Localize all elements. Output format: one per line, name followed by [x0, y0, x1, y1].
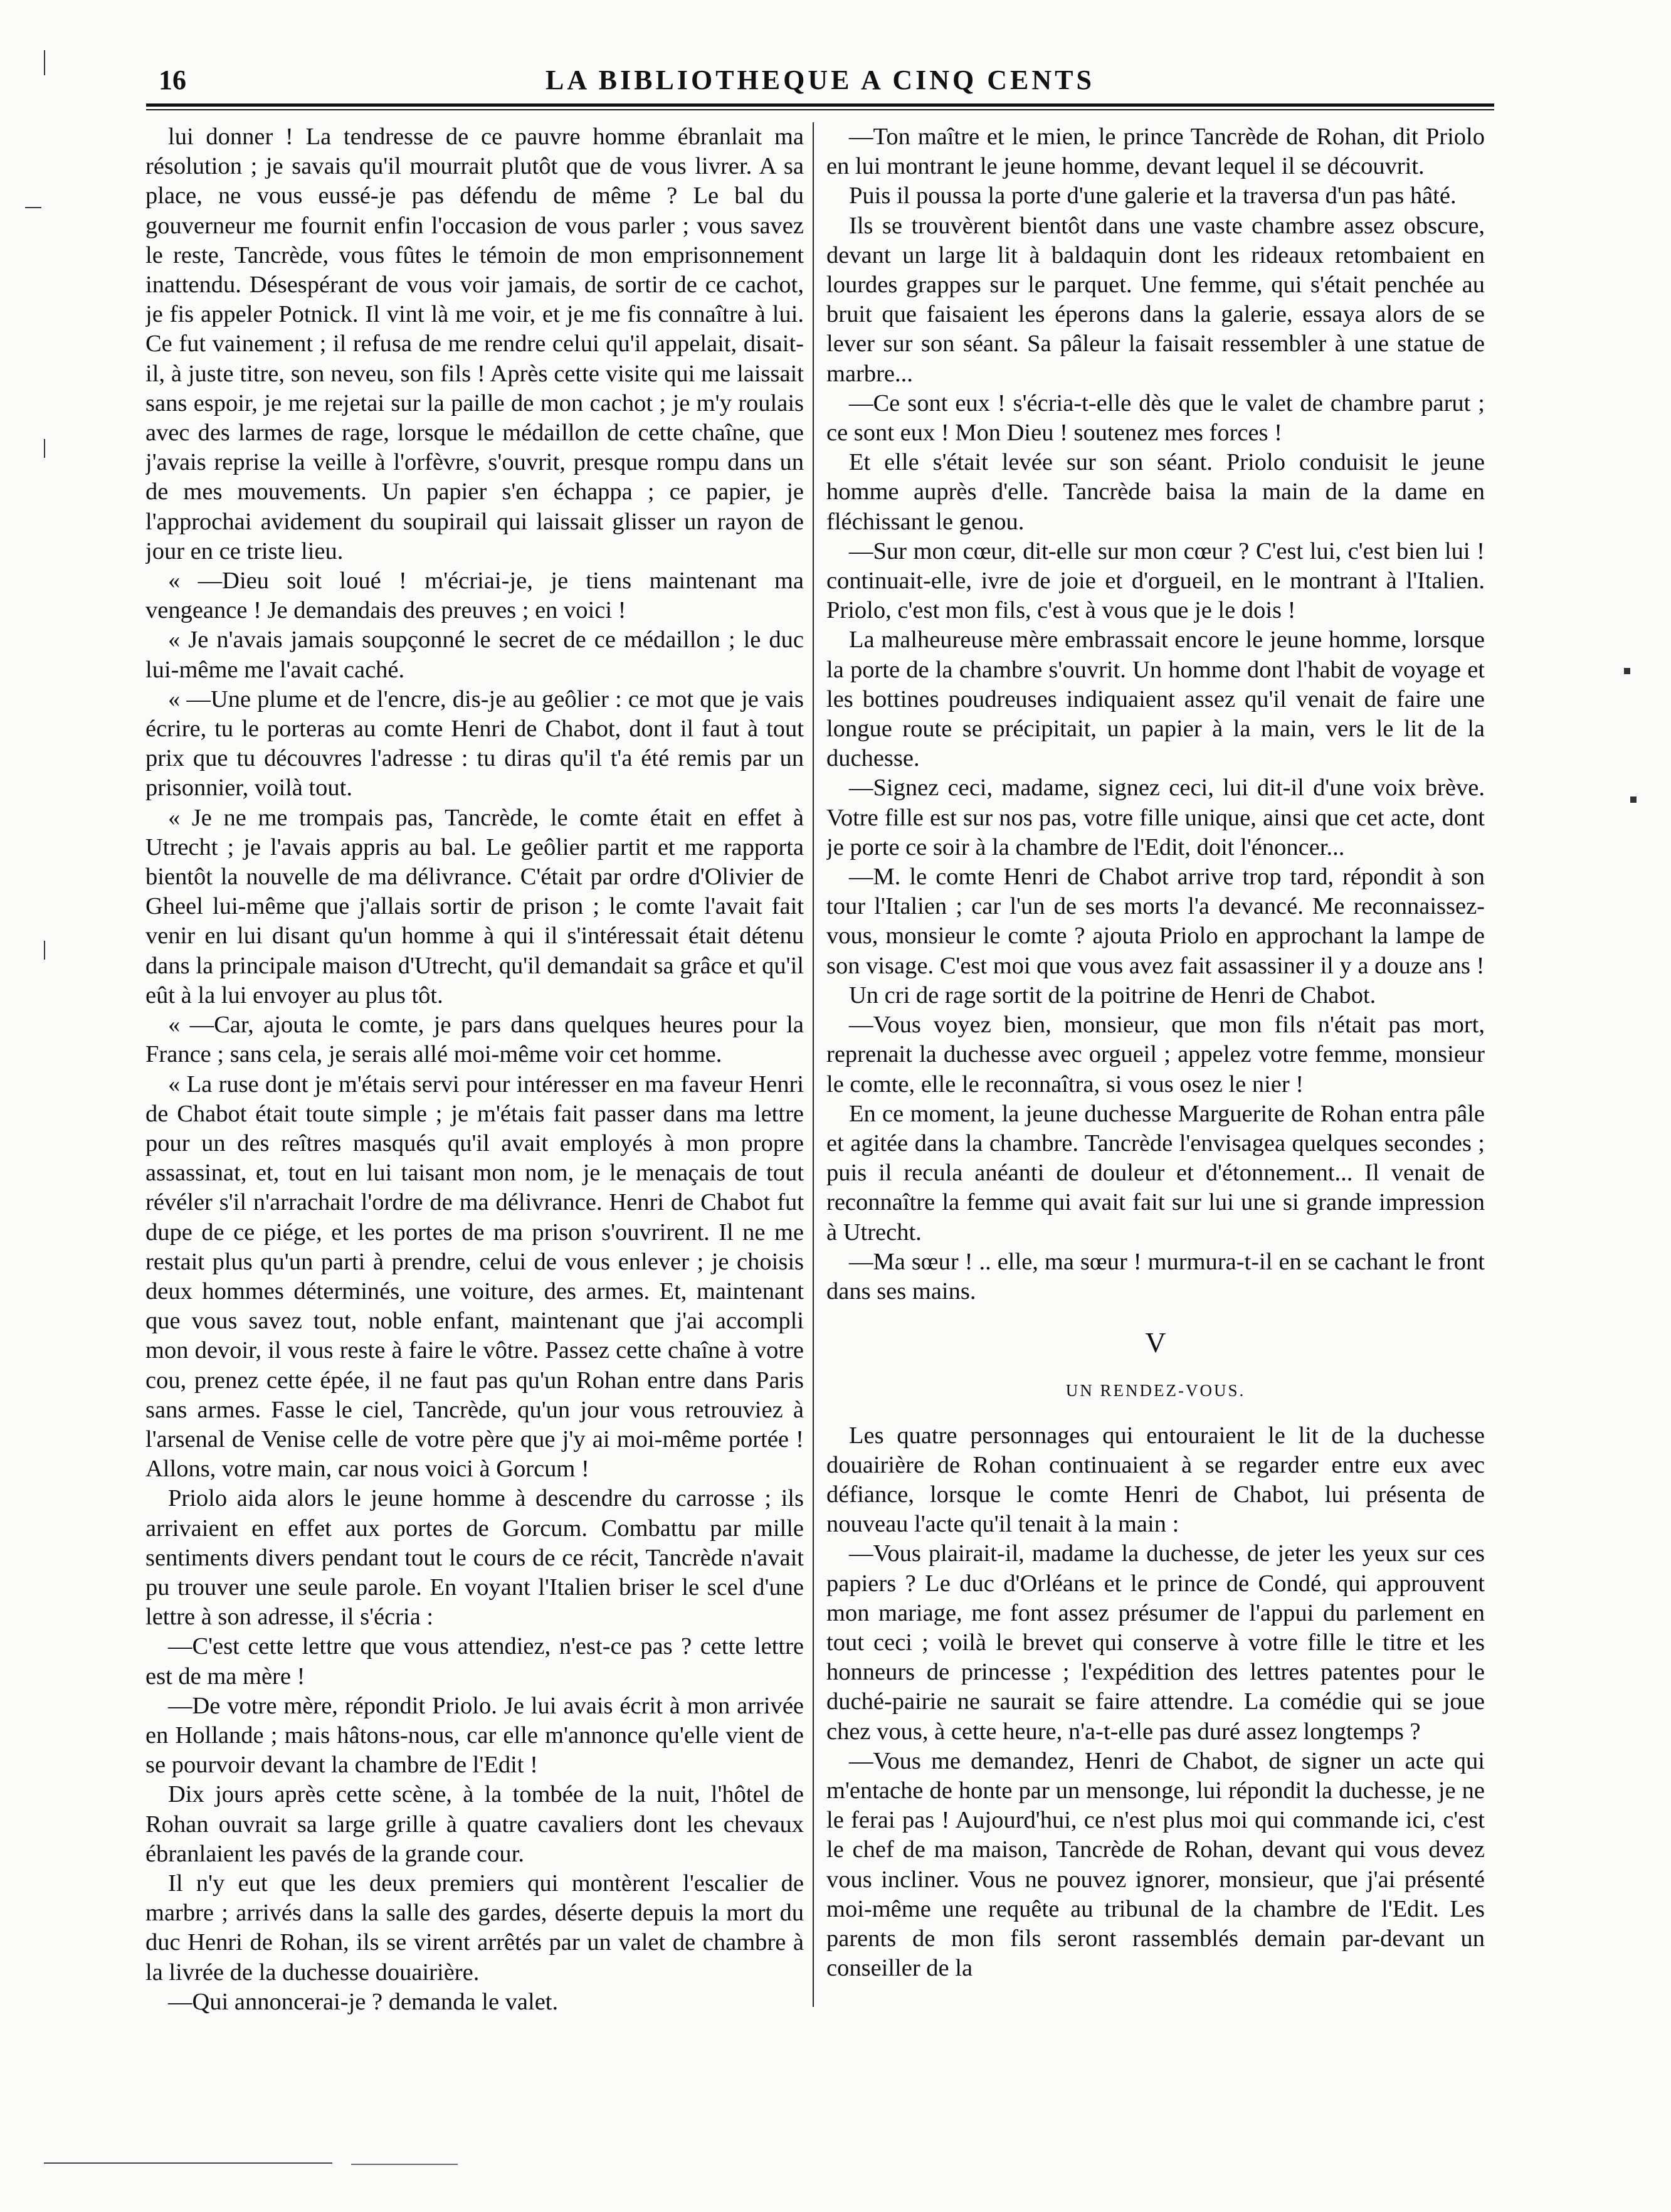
paragraph: —Ma sœur ! .. elle, ma sœur ! murmura-t-il en se cachant le front dans ses mains. [826, 1248, 1485, 1304]
paragraph: « Je n'avais jamais soupçonné le secret de ce médaillon ; le duc lui-même me l'avait caché. [145, 627, 804, 683]
paragraph: —Vous voyez bien, monsieur, que mon fils n'était pas mort, reprenait la duchesse avec orgueil ; appelez votre femme, monsieur le comte, elle le reconnaîtra, si vous osez le nier ! [826, 1012, 1485, 1098]
footer-rule-short [351, 2164, 458, 2165]
margin-mark [44, 439, 45, 458]
footer-rule [44, 2162, 332, 2164]
paragraph: —Signez ceci, madame, signez ceci, lui dit-il d'une voix brève. Votre fille est sur nos pas, votre fille unique, ainsi que cet acte, dont je porte ce soir à la chambre de l'Edit, doit l'énoncer... [826, 775, 1485, 860]
paragraph: —Vous me demandez, Henri de Chabot, de signer un acte qui m'entache de honte par un mensonge, lui répondit la duchesse, je ne le ferai pas ! Aujourd'hui, ce n'est plus moi qui commande ici, c'est le chef de ma maison, Tancrède de Rohan, devant qui vous devez vous incliner. Vous ne pouvez ignorer, monsieur, que j'ai présenté moi-même une requête au tribunal de la chambre de l'Edit. Les parents de mon fils seront rassemblés demain par-devant un conseiller de la [826, 1747, 1485, 1982]
header-rule-thin [146, 109, 1494, 110]
paragraph: —C'est cette lettre que vous attendiez, n'est-ce pas ? cette lettre est de ma mère ! [145, 1633, 804, 1690]
paragraph: Et elle s'était levée sur son séant. Priolo conduisit le jeune homme auprès d'elle. Tancrède baisa la main de la dame en fléchissant le genou. [826, 449, 1485, 535]
chapter-title: UN RENDEZ-VOUS. [1065, 1381, 1246, 1400]
margin-mark [44, 50, 45, 75]
left-column [145, 122, 804, 2023]
paragraph: —Ce sont eux ! s'écria-t-elle dès que le valet de chambre parut ; ce sont eux ! Mon Dieu ! soutenez mes forces ! [826, 389, 1485, 447]
paragraph: Il n'y eut que les deux premiers qui montèrent l'escalier de marbre ; arrivés dans la salle des gardes, déserte depuis la mort du duc Henri de Rohan, ils se virent arrêtés par un valet de chambre à la livrée de la duchesse douairière. [145, 1870, 804, 1986]
page-number: 16 [159, 65, 186, 95]
margin-mark [44, 941, 45, 960]
paragraph: —Ton maître et le mien, le prince Tancrède de Rohan, dit Priolo en lui montrant le jeune homme, devant lequel il se découvrit. [826, 124, 1485, 180]
paragraph: —Vous plairait-il, madame la duchesse, de jeter les yeux sur ces papiers ? Le duc d'Orléans et le prince de Condé, qui approuvent mon mariage, me font assez présumer de l'appui du parlement en tout ceci ; voilà le brevet qui conserve à votre fille le titre et les honneurs de princesse ; l'expédition des lettres patentes pour le duché-pairie ne saurait se faire attendre. La comédie qui se joue chez vous, à cette heure, n'a-t-elle pas duré assez longtemps ? [826, 1540, 1485, 1745]
running-title: LA BIBLIOTHEQUE A CINQ CENTS [545, 65, 1095, 95]
paragraph: Ils se trouvèrent bientôt dans une vaste chambre assez obscure, devant un large lit à baldaquin dont les rideaux retombaient en lourdes grappes sur le parquet. Une femme, qui s'était penchée au bruit que faisaient les éperons dans la galerie, essaya alors de se lever sur son séant. Sa pâleur la faisait ressembler à une statue de marbre... [826, 212, 1485, 387]
header-rule-thick [146, 103, 1494, 107]
column-divider [813, 122, 814, 2007]
paragraph: —M. le comte Henri de Chabot arrive trop tard, répondit à son tour l'Italien ; car l'un de ses morts l'a devancé. Me reconnaissez-vous, monsieur le comte ? ajouta Priolo en approchant la lampe de son visage. C'est moi que vous avez fait assassiner il y a douze ans ! [826, 864, 1485, 979]
paragraph: Les quatre personnages qui entouraient le lit de la duchesse douairière de Rohan continuaient à se regarder entre eux avec défiance, lorsque le comte Henri de Chabot, lui présenta de nouveau l'acte qu'il tenait à la main : [826, 1422, 1485, 1538]
paragraph: La malheureuse mère embrassait encore le jeune homme, lorsque la porte de la chambre s'ouvrit. Un homme dont l'habit de voyage et les bottines poudreuses indiquaient assez qu'il venait de faire une longue route se précipitait, un papier à la main, vers le lit de la duchesse. [826, 627, 1485, 772]
paragraph: —De votre mère, répondit Priolo. Je lui avais écrit à mon arrivée en Hollande ; mais hâtons-nous, car elle m'annonce qu'elle vient de se pourvoir devant la chambre de l'Edit ! [145, 1692, 804, 1779]
paragraph: Un cri de rage sortit de la poitrine de Henri de Chabot. [849, 982, 1376, 1008]
right-column [826, 122, 1485, 2023]
margin-mark [25, 207, 41, 208]
paragraph: « Je ne me trompais pas, Tancrède, le comte était en effet à Utrecht ; je l'avais appris au bal. Le geôlier partit et me rapporta bientôt la nouvelle de ma délivrance. C'était par ordre d'Olivier de Gheel lui-même que j'allais sortir de prison ; le comte l'avait fait venir en lui disant qu'un homme à qui il s'intéressait était détenu dans la principale maison d'Utrecht, qu'il demandait sa grâce et qu'il eût à la lui envoyer au plus tôt. [145, 804, 804, 1008]
paragraph: —Sur mon cœur, dit-elle sur mon cœur ? C'est lui, c'est bien lui ! continuait-elle, ivre de joie et d'orgueil, en le montrant à l'Italien. Priolo, c'est mon fils, c'est à vous que je le dois ! [826, 537, 1485, 624]
chapter-number: V [1145, 1326, 1166, 1359]
paragraph: « —Car, ajouta le comte, je pars dans quelques heures pour la France ; sans cela, je serais allé moi-même voir cet homme. [145, 1012, 804, 1068]
paragraph: « La ruse dont je m'étais servi pour intéresser en ma faveur Henri de Chabot était toute simple ; je m'étais fait passer dans ma lettre pour un des reîtres masqués qu'il avait employés à mon propre assassinat, et, tout en lui taisant mon nom, je le menaçais de tout révéler s'il n'arrachait l'ordre de ma délivrance. Henri de Chabot fut dupe de ce piége, et les portes de ma prison s'ouvrirent. Il ne me restait plus qu'un parti à prendre, celui de vous enlever ; je choisis deux hommes déterminés, une voiture, des armes. Et, maintenant que vous savez tout, noble enfant, maintenant que j'ai accompli mon devoir, il vous reste à faire le vôtre. Passez cette chaîne à votre cou, prenez cette épée, il ne faut pas qu'un Rohan entre dans Paris sans armes. Fasse le ciel, Tancrède, qu'un jour vous retrouviez à l'arsenal de Venise celle de votre père que j'y ai moi-même portée ! Allons, votre main, car nous voici à Gorcum ! [145, 1071, 804, 1483]
margin-mark [1630, 796, 1637, 803]
paragraph: Priolo aida alors le jeune homme à descendre du carrosse ; ils arrivaient en effet aux portes de Gorcum. Combattu par mille sentiments divers pendant tout le cours de ce récit, Tancrède n'avait pu trouver une seule parole. En voyant l'Italien briser le scel d'une lettre à son adresse, il s'écria : [145, 1485, 804, 1631]
paragraph: « —Une plume et de l'encre, dis-je au geôlier : ce mot que je vais écrire, tu le porteras au comte Henri de Chabot, dont il faut à tout prix que tu découvres l'adresse : tu diras qu'il t'a été remis par un prisonnier, voilà tout. [145, 685, 804, 802]
margin-mark [1624, 668, 1630, 674]
paragraph: —Qui annoncerai-je ? demanda le valet. [168, 1988, 559, 2015]
paragraph: Dix jours après cette scène, à la tombée de la nuit, l'hôtel de Rohan ouvrait sa large grille à quatre cavaliers dont les chevaux ébranlaient les pavés de la grande cour. [145, 1781, 804, 1867]
paragraph: « —Dieu soit loué ! m'écriai-je, je tiens maintenant ma vengeance ! Je demandais des preuves ; en voici ! [145, 568, 804, 624]
page-header [152, 63, 1488, 100]
paragraph: Puis il poussa la porte d'une galerie et la traversa d'un pas hâté. [849, 183, 1457, 209]
paragraph: En ce moment, la jeune duchesse Marguerite de Rohan entra pâle et agitée dans la chambre. Tancrède l'envisagea quelques secondes ; puis il recula anéanti de douleur et d'étonnement... Il venait de reconnaître la femme qui avait fait sur lui une si grande impression à Utrecht. [826, 1100, 1485, 1246]
paragraph: lui donner ! La tendresse de ce pauvre homme ébranlait ma résolution ; je savais qu'il mourrait plutôt que de vous livrer. A sa place, ne vous eussé-je pas défendu de même ? Le bal du gouverneur me fournit enfin l'occasion de vous parler ; vous savez le reste, Tancrède, vous fûtes le témoin de mon emprisonnement inattendu. Désespérant de vous voir jamais, de sortir de ce cachot, je fis appeler Potnick. Il vint là me voir, et je me fis connaître à lui. Ce fut vainement ; il refusa de me rendre celui qu'il appelait, disait-il, à juste titre, son neveu, son fils ! Après cette visite qui me laissait sans espoir, je me rejetai sur la paille de mon cachot ; je m'y roulais avec des larmes de rage, lorsque le médaillon de cette chaîne, que j'avais reprise la veille à l'orfèvre, s'ouvrit, presque rompu dans un de mes mouvements. Un papier s'en échappa ; ce papier, je l'approchai avidement du soupirail qui laissait glisser un rayon de jour en ce triste lieu. [145, 124, 804, 564]
